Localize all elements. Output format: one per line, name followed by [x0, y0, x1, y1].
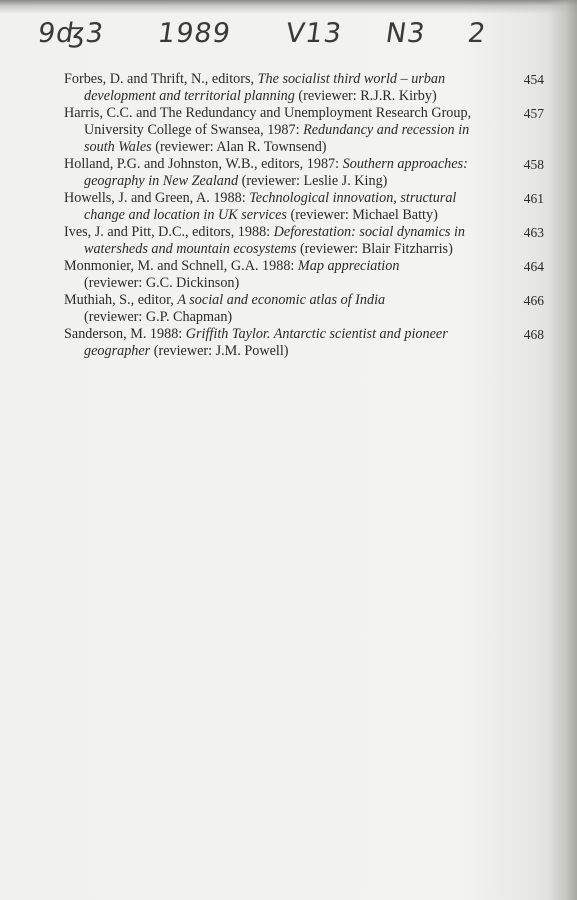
review-entry — [64, 292, 544, 326]
entry-page-number: 454 — [523, 72, 544, 87]
handwritten-volume: V13 — [283, 18, 345, 49]
review-entry — [64, 190, 544, 224]
entry-authors: Ives, J. and Pitt, D.C., editors, 1988: — [64, 224, 274, 240]
handwritten-year: 1989 — [155, 18, 233, 49]
review-entry — [64, 258, 544, 292]
entry-page-number: 464 — [523, 259, 544, 274]
entry-reviewer: (reviewer: Alan R. Townsend) — [151, 139, 327, 155]
page-top-shadow — [0, 0, 577, 14]
handwritten-number: 9ʤ3 — [35, 18, 107, 49]
entry-authors: Monmonier, M. and Schnell, G.A. 1988: — [64, 258, 298, 274]
entry-reviewer: (reviewer: R.J.R. Kirby) — [294, 88, 437, 104]
entry-title: Map appreciation — [297, 258, 400, 274]
entry-reviewer: (reviewer: Blair Fitzharris) — [296, 241, 453, 257]
entry-title: The socialist third world – urban development and territorial planning — [84, 71, 446, 104]
entry-authors: Howells, J. and Green, A. 1988: — [64, 190, 250, 206]
entry-reviewer: (reviewer: Leslie J. King) — [238, 173, 388, 189]
handwritten-copy: 2 — [465, 18, 489, 49]
entry-title: Redundancy and recession in south Wales — [84, 122, 470, 155]
entry-page-number: 468 — [523, 327, 544, 342]
entry-title: A social and economic atlas of India — [177, 292, 386, 308]
entry-page-number: 458 — [523, 157, 544, 172]
entry-reviewer: (reviewer: J.M. Powell) — [150, 343, 289, 359]
entry-authors: Holland, P.G. and Johnston, W.B., editors, 1987: — [64, 156, 343, 172]
entry-authors: Forbes, D. and Thrift, N., editors, — [64, 71, 258, 87]
review-entry — [64, 326, 544, 360]
entry-authors: Harris, C.C. and The Redundancy and Unemployment Research Group, University College of Swansea, 1987: — [64, 105, 472, 138]
entry-title: Technological innovation, structural change and location in UK services — [84, 190, 457, 223]
entry-page-number: 457 — [523, 106, 544, 121]
entry-page-number: 461 — [523, 191, 544, 206]
review-entry — [64, 105, 544, 156]
page-right-edge — [549, 0, 577, 900]
entry-page-number: 466 — [523, 293, 544, 308]
handwritten-issue: N3 — [383, 18, 428, 49]
entry-reviewer: (reviewer: G.P. Chapman) — [84, 309, 233, 325]
review-list — [64, 71, 544, 360]
review-entry — [64, 156, 544, 190]
review-entry — [64, 224, 544, 258]
handwritten-annotation — [0, 18, 577, 58]
entry-title: Griffith Taylor. Antarctic scientist and pioneer geographer — [84, 326, 448, 359]
entry-title: Deforestation: social dynamics in watersheds and mountain ecosystems — [84, 224, 466, 257]
entry-title: Southern approaches: geography in New Zealand — [84, 156, 468, 189]
review-entry — [64, 71, 544, 105]
entry-page-number: 463 — [523, 225, 544, 240]
entry-authors: Muthiah, S., editor, — [64, 292, 178, 308]
entry-reviewer: (reviewer: G.C. Dickinson) — [84, 275, 240, 291]
entry-reviewer: (reviewer: Michael Batty) — [286, 207, 438, 223]
entry-authors: Sanderson, M. 1988: — [64, 326, 186, 342]
